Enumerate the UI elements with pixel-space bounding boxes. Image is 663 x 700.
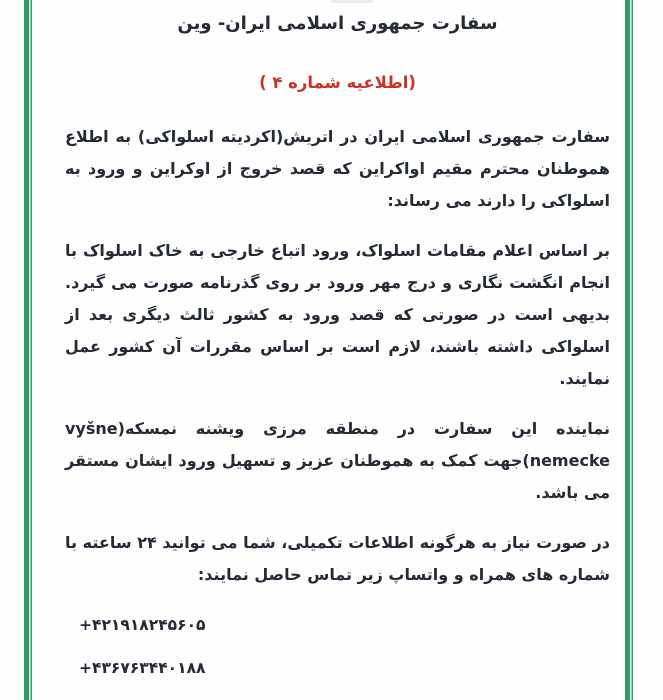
notice-content <box>65 0 610 695</box>
notice-body <box>65 121 610 591</box>
page-border-right <box>625 0 633 700</box>
phone-number-slovakia: +۴۲۱۹۱۸۲۴۵۶۰۵ <box>79 616 206 634</box>
paragraph-intro: سفارت جمهوری اسلامی ایران در اتریش(اکردیته اسلواکی) به اطلاع هموطنان محترم مقیم اواکراین که قصد خروج از اوکراین و ورود به اسلواکی را دارند می رساند: <box>65 127 610 210</box>
phone-list <box>65 609 610 684</box>
notice-number-label: (اطلاعیه شماره ۴ ) <box>259 73 416 92</box>
phone-number-austria: +۴۳۶۷۶۳۴۴۰۱۸۸ <box>79 659 206 677</box>
paragraph-entry-rules: بر اساس اعلام مقامات اسلواک، ورود اتباع خارجی به خاک اسلواک با انجام انگشت نگاری و درج مهر ورود بر روی گذرنامه صورت می گیرد. بدیهی است در صورتی که قصد ورود به کشور ثالث دیگری بعد از اسلواکی داشته باشند، لازم است بر اساس مقررات آن کشور عمل نمایند. <box>65 241 610 388</box>
paragraph-contact-info: در صورت نیاز به هرگونه اطلاعات تکمیلی، شما می توانید ۲۴ ساعته با شماره های همراه و واتساپ زیر تماس حاصل نمایند: <box>65 533 611 584</box>
paragraph-representative: نماینده این سفارت در منطقه مرزی ویشنه نمسکه(vyšne nemecke)جهت کمک به هموطنان عزیز و تسهیل ورود ایشان مستقر می باشد. <box>65 419 610 502</box>
embassy-title: سفارت جمهوری اسلامی ایران- وین <box>177 13 498 34</box>
page-border-left <box>24 0 32 700</box>
